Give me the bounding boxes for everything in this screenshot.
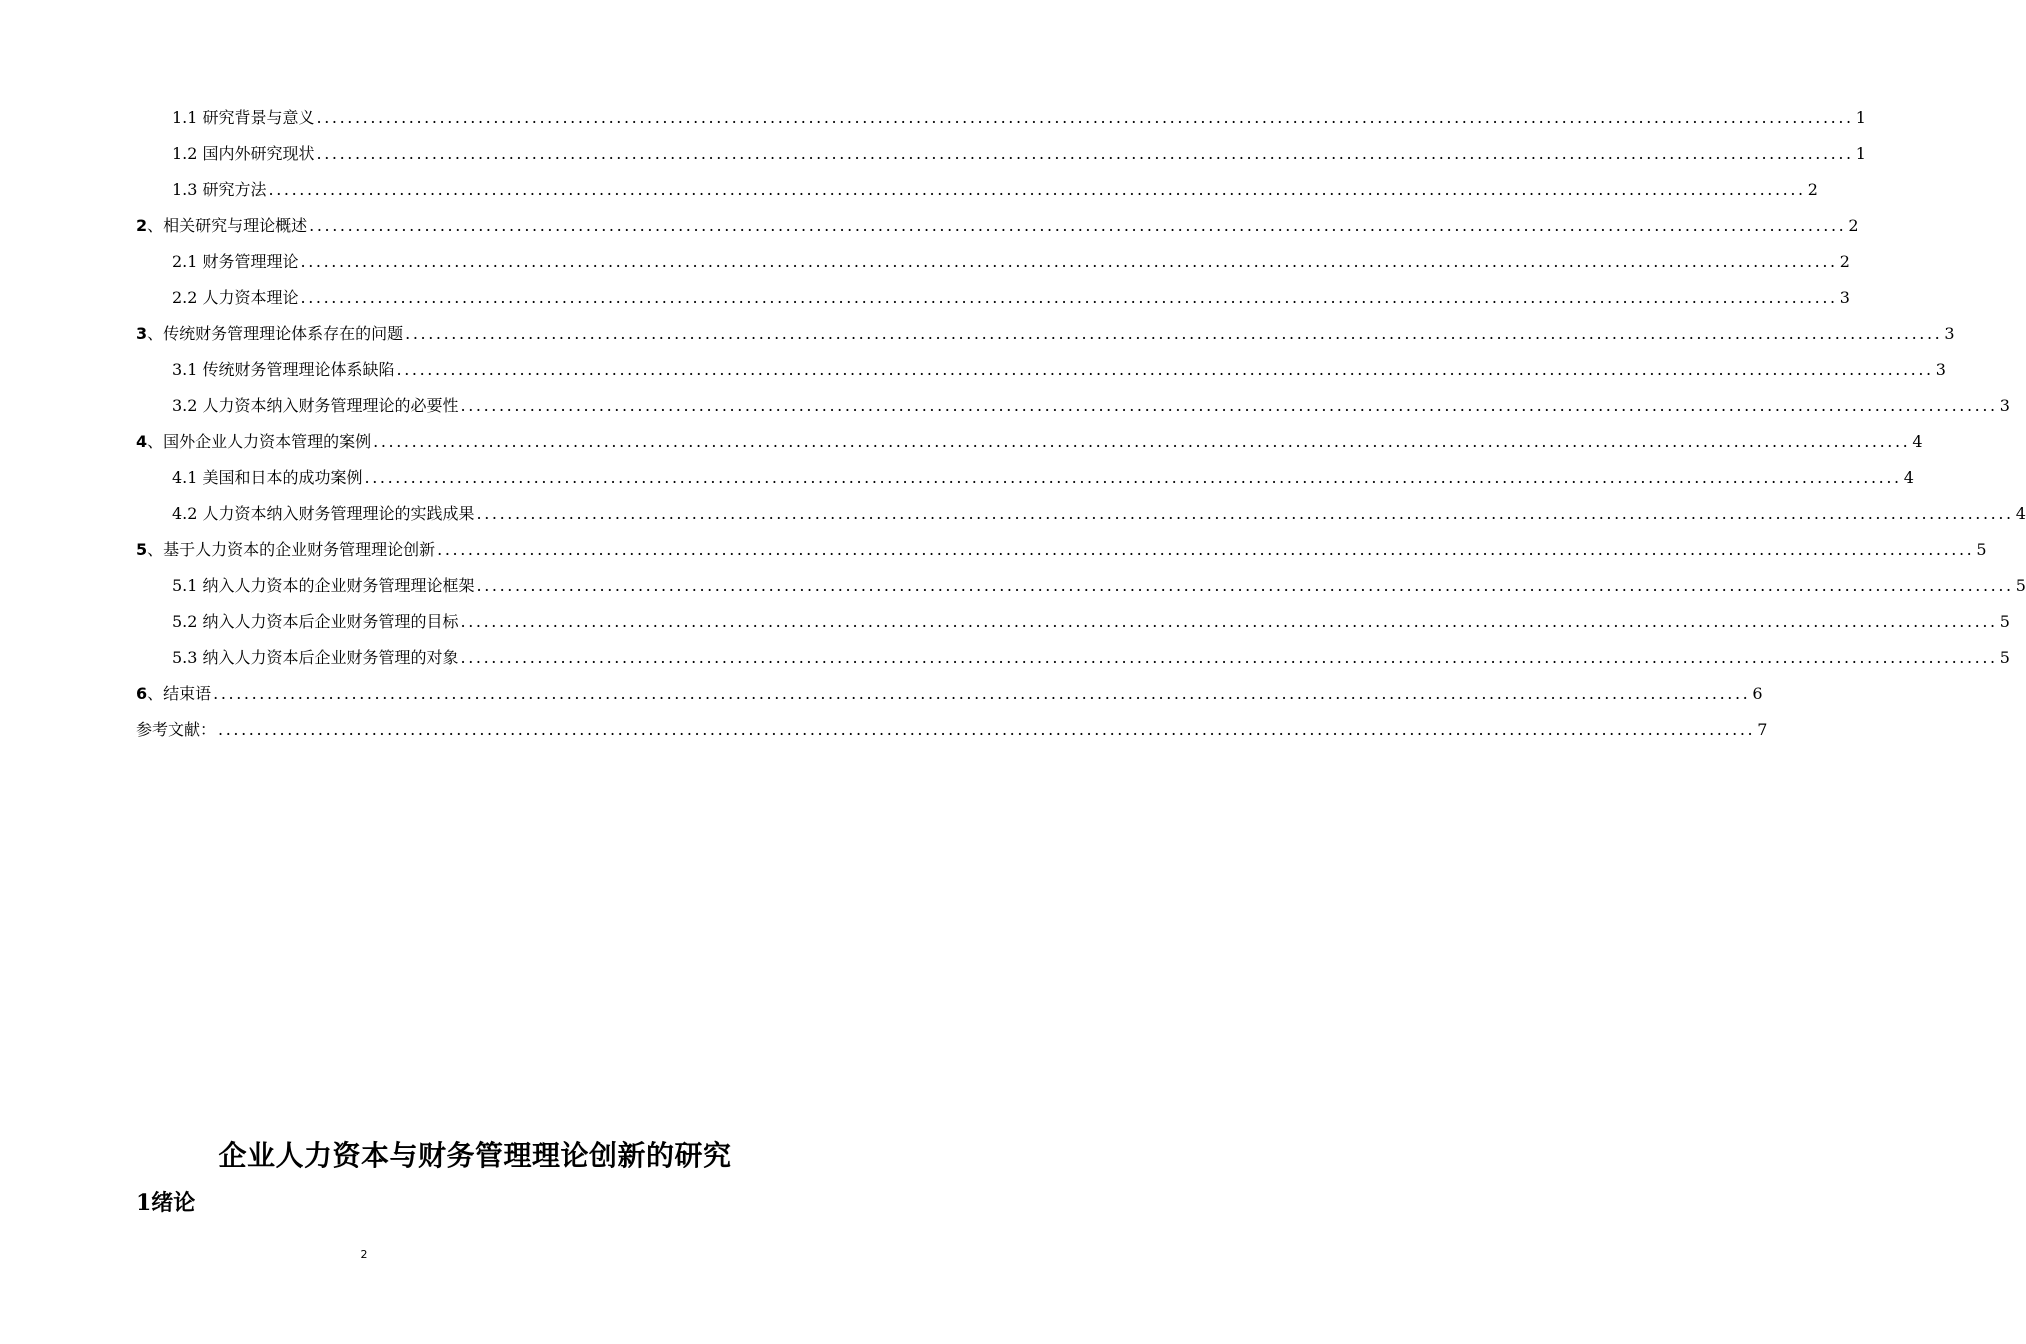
- toc-entry-label: [172, 468, 363, 488]
- toc-entry-page: 4: [2015, 504, 2026, 523]
- toc-leader-dots: ........................................................................................................................................................................................................: [460, 396, 1998, 415]
- toc-leader-dots: ........................................................................................................................................................................................................: [300, 252, 1838, 271]
- toc-entry-page: 5: [1999, 648, 2010, 667]
- toc-entry[interactable]: [136, 236, 1850, 272]
- toc-entry-text: 、结束语: [147, 684, 212, 703]
- toc-leader-dots: ........................................................................................................................................................................................................: [460, 648, 1998, 667]
- toc-entry-text: 参考文献：: [136, 720, 217, 739]
- toc-entry[interactable]: [136, 632, 2010, 668]
- toc-entry-text: 1.3 研究方法: [172, 180, 267, 199]
- toc-entry-page: 4: [1903, 468, 1914, 487]
- toc-entry-text: 5.1 纳入人力资本的企业财务管理理论框架: [172, 576, 475, 595]
- toc-entry-text: 3.1 传统财务管理理论体系缺陷: [172, 360, 395, 379]
- toc-entry-page: 2: [1807, 180, 1818, 199]
- toc-entry-label: [172, 504, 475, 524]
- toc-entry-number: 4: [136, 432, 148, 451]
- toc-entry-text: 3.2 人力资本纳入财务管理理论的必要性: [172, 396, 459, 415]
- toc-entry[interactable]: [136, 380, 2010, 416]
- toc-entry-label: [172, 144, 315, 164]
- toc-entry-number: 6: [136, 684, 148, 703]
- toc-entry-label: [136, 540, 435, 560]
- toc-entry[interactable]: [136, 560, 2026, 596]
- toc-entry[interactable]: [136, 344, 1946, 380]
- toc-entry[interactable]: [136, 164, 1818, 200]
- toc-entry-page: 5: [2015, 576, 2026, 595]
- toc-leader-dots: ........................................................................................................................................................................................................: [405, 324, 1943, 343]
- toc-entry-label: [136, 432, 371, 452]
- toc-entry-page: 4: [1912, 432, 1923, 451]
- toc-entry-page: 3: [1999, 396, 2010, 415]
- toc-entry-text: 、传统财务管理理论体系存在的问题: [147, 324, 404, 343]
- toc-leader-dots: ........................................................................................................................................................................................................: [213, 684, 1751, 703]
- toc-entry-text: 4.1 美国和日本的成功案例: [172, 468, 363, 487]
- toc-entry-text: 2.2 人力资本理论: [172, 288, 299, 307]
- toc-entry-page: 3: [1839, 288, 1850, 307]
- toc-entry-number: 5: [136, 540, 148, 559]
- toc-entry-text: 、国外企业人力资本管理的案例: [147, 432, 372, 451]
- toc-entry-label: [172, 648, 459, 668]
- toc-leader-dots: ........................................................................................................................................................................................................: [373, 432, 1911, 451]
- toc-entry-page: 2: [1839, 252, 1850, 271]
- toc-entry[interactable]: [136, 92, 1866, 128]
- toc-entry-number: 3: [136, 324, 148, 343]
- toc-entry[interactable]: [136, 524, 1987, 560]
- toc-entry-text: 、基于人力资本的企业财务管理理论创新: [147, 540, 436, 559]
- toc-entry-label: [172, 288, 299, 308]
- toc-entry[interactable]: [136, 488, 2026, 524]
- toc-entry-label: [172, 108, 315, 128]
- section-heading: 1绪论: [136, 1190, 196, 1216]
- toc-entry-text: 1.1 研究背景与意义: [172, 108, 315, 127]
- toc-entry-label: [172, 396, 459, 416]
- toc-entry-page: 5: [1976, 540, 1987, 559]
- toc-entry-page: 6: [1752, 684, 1763, 703]
- toc-entry-label: [172, 180, 267, 200]
- toc-leader-dots: ........................................................................................................................................................................................................: [316, 108, 1854, 127]
- toc-entry-page: 1: [1855, 144, 1866, 163]
- toc-entry[interactable]: [136, 704, 1768, 740]
- toc-entry-text: 、相关研究与理论概述: [147, 216, 308, 235]
- toc-entry[interactable]: [136, 596, 2010, 632]
- toc-entry-label: [136, 324, 403, 344]
- toc-entry-text: 2.1 财务管理理论: [172, 252, 299, 271]
- toc-entry-page: 2: [1848, 216, 1859, 235]
- toc-entry[interactable]: [136, 416, 1923, 452]
- toc-entry-page: 5: [1999, 612, 2010, 631]
- toc-entry-label: [136, 720, 216, 740]
- toc-entry[interactable]: [136, 308, 1955, 344]
- toc-leader-dots: ........................................................................................................................................................................................................: [309, 216, 1847, 235]
- toc-entry-text: 5.3 纳入人力资本后企业财务管理的对象: [172, 648, 459, 667]
- toc-leader-dots: ........................................................................................................................................................................................................: [268, 180, 1806, 199]
- toc-entry-text: 1.2 国内外研究现状: [172, 144, 315, 163]
- toc-entry-label: [136, 684, 211, 704]
- toc-entry[interactable]: [136, 200, 1859, 236]
- toc-leader-dots: ........................................................................................................................................................................................................: [396, 360, 1934, 379]
- toc-entry[interactable]: [136, 128, 1866, 164]
- toc-entry-page: 7: [1757, 720, 1768, 739]
- toc-entry-label: [172, 360, 395, 380]
- toc-leader-dots: ........................................................................................................................................................................................................: [300, 288, 1838, 307]
- toc-leader-dots: ........................................................................................................................................................................................................: [364, 468, 1902, 487]
- toc-leader-dots: ........................................................................................................................................................................................................: [316, 144, 1854, 163]
- table-of-contents: [136, 92, 2026, 740]
- toc-entry-number: 2: [136, 216, 148, 235]
- toc-entry[interactable]: [136, 452, 1914, 488]
- toc-entry-label: [136, 216, 307, 236]
- toc-entry-label: [172, 576, 475, 596]
- toc-entry-page: 3: [1944, 324, 1955, 343]
- toc-leader-dots: ........................................................................................................................................................................................................: [437, 540, 1975, 559]
- toc-entry-page: 1: [1855, 108, 1866, 127]
- toc-leader-dots: ........................................................................................................................................................................................................: [476, 504, 2014, 523]
- toc-entry-label: [172, 612, 459, 632]
- toc-entry[interactable]: [136, 668, 1763, 704]
- toc-entry-label: [172, 252, 299, 272]
- toc-leader-dots: ........................................................................................................................................................................................................: [476, 576, 2014, 595]
- toc-leader-dots: ........................................................................................................................................................................................................: [460, 612, 1998, 631]
- toc-leader-dots: ........................................................................................................................................................................................................: [218, 720, 1756, 739]
- document-title: 企业人力资本与财务管理理论创新的研究: [218, 1139, 732, 1172]
- toc-entry-text: 4.2 人力资本纳入财务管理理论的实践成果: [172, 504, 475, 523]
- toc-entry-page: 3: [1935, 360, 1946, 379]
- toc-entry[interactable]: [136, 272, 1850, 308]
- toc-entry-text: 5.2 纳入人力资本后企业财务管理的目标: [172, 612, 459, 631]
- page-number: 2: [360, 1248, 368, 1261]
